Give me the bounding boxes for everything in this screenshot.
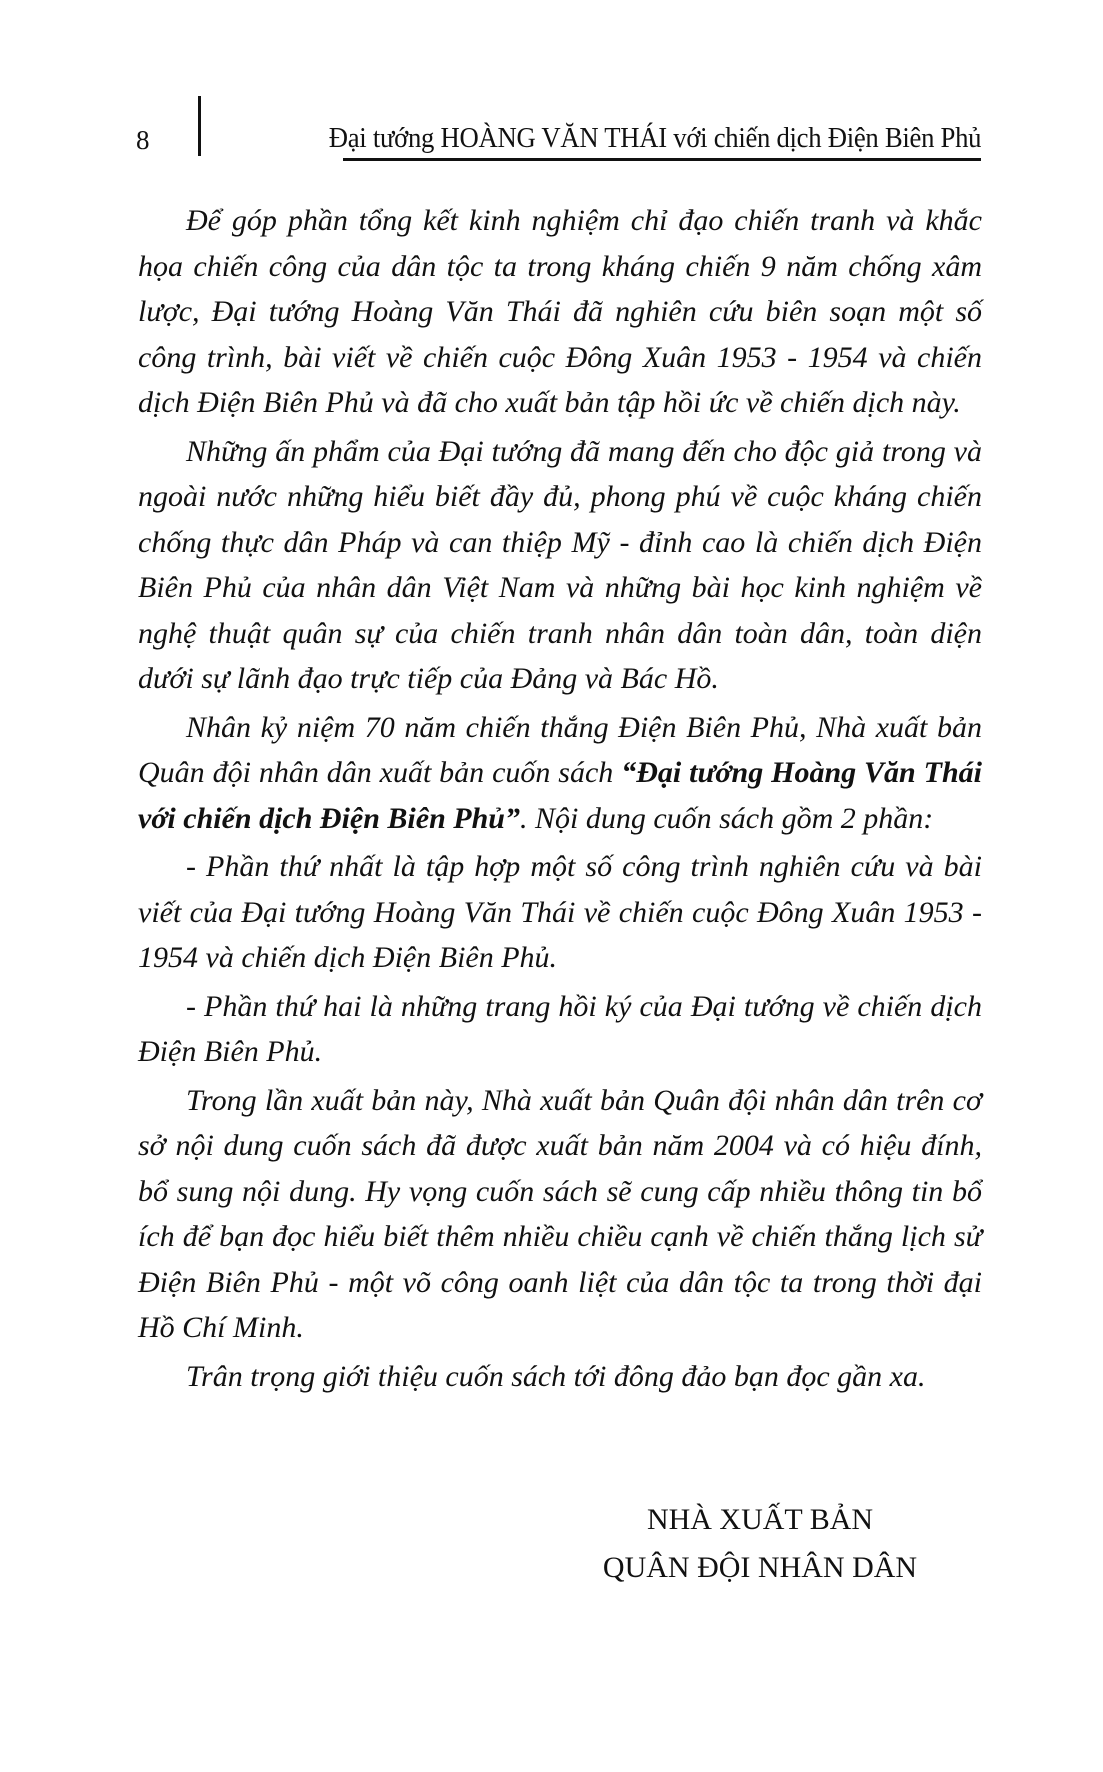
publisher-line-1: NHÀ XUẤT BẢN: [646, 1503, 874, 1536]
header-vertical-divider: [198, 96, 201, 156]
paragraph-3: [138, 705, 982, 842]
paragraph-2: Những ấn phẩm của Đại tướng đã mang đến cho độc giả trong và ngoài nước những hiểu biết đầy đủ, phong phú về cuộc kháng chiến chống thực dân Pháp và can thiệp Mỹ - đỉnh cao là chiến dịch Điện Biên Phủ của nhân dân Việt Nam và những bài học kinh nghiệm về nghệ thuật quân sự của chiến tranh nhân dân toàn dân, toàn diện dưới sự lãnh đạo trực tiếp của Đảng và Bác Hồ.: [138, 434, 982, 695]
paragraph-6: Trong lần xuất bản này, Nhà xuất bản Quân đội nhân dân trên cơ sở nội dung cuốn sách đã được xuất bản năm 2004 và có hiệu đính, bổ sung nội dung. Hy vọng cuốn sách sẽ cung cấp nhiều thông tin bổ ích để bạn đọc hiểu biết thêm nhiều chiều cạnh về chiến thắng lịch sử Điện Biên Phủ - một võ công oanh liệt của dân tộc ta trong thời đại Hồ Chí Minh.: [138, 1083, 982, 1344]
header-rule: [343, 158, 981, 161]
paragraph-5: - Phần thứ hai là những trang hồi ký của Đại tướng về chiến dịch Điện Biên Phủ.: [138, 989, 982, 1068]
publisher-line-2: QUÂN ĐỘI NHÂN DÂN: [602, 1551, 918, 1584]
paragraph-3-outro: . Nội dung cuốn sách gồm 2 phần:: [519, 801, 934, 835]
paragraph-7: Trân trọng giới thiệu cuốn sách tới đông đảo bạn đọc gần xa.: [186, 1359, 926, 1393]
publisher-signature: [590, 1496, 930, 1592]
book-title: “Đại tướng Hoàng Văn Thái với chiến dịch Điện Biên Phủ”: [138, 756, 982, 835]
body-text: [138, 198, 982, 1402]
paragraph-1: Để góp phần tổng kết kinh nghiệm chỉ đạo chiến tranh và khắc họa chiến công của dân tộc ta trong kháng chiến 9 năm chống xâm lược, Đại tướng Hoàng Văn Thái đã nghiên cứu biên soạn một số công trình, bài viết về chiến cuộc Đông Xuân 1953 - 1954 và chiến dịch Điện Biên Phủ và đã cho xuất bản tập hồi ức về chiến dịch này.: [138, 204, 982, 419]
running-title: Đại tướng HOÀNG VĂN THÁI với chiến dịch Điện Biên Phủ: [328, 122, 981, 154]
paragraph-3-intro: Nhân kỷ niệm 70 năm chiến thắng Điện Biên Phủ, Nhà xuất bản Quân đội nhân dân xuất bản cuốn sách: [138, 710, 982, 789]
paragraph-4: - Phần thứ nhất là tập hợp một số công trình nghiên cứu và bài viết của Đại tướng Hoàng Văn Thái về chiến cuộc Đông Xuân 1953 - 1954 và chiến dịch Điện Biên Phủ.: [138, 850, 982, 974]
page-number: 8: [136, 125, 150, 155]
